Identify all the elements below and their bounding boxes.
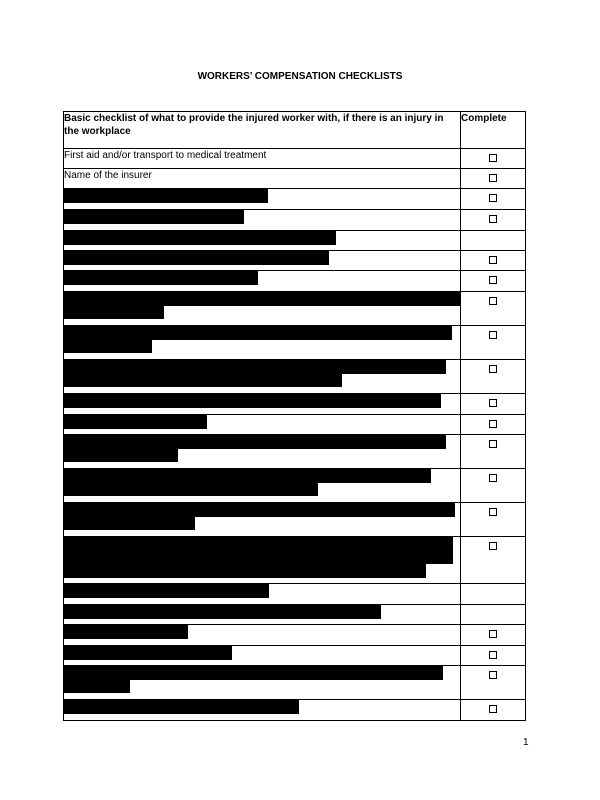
- checkbox-icon[interactable]: [489, 331, 497, 339]
- checkbox-icon[interactable]: [489, 174, 497, 182]
- redaction-bar: [64, 306, 164, 319]
- redacted-cell: [64, 326, 461, 360]
- checkbox-icon[interactable]: [489, 256, 497, 264]
- table-row: [64, 625, 526, 646]
- checkbox-icon[interactable]: [489, 651, 497, 659]
- complete-cell: [461, 605, 526, 625]
- complete-cell: [461, 625, 526, 646]
- redaction-bar: [64, 251, 329, 265]
- page-number: 1: [523, 737, 529, 748]
- redaction-bar: [64, 435, 446, 449]
- complete-cell: [461, 503, 526, 537]
- table-row: [64, 326, 526, 360]
- table-row: [64, 605, 526, 625]
- redaction-bar: [64, 564, 426, 578]
- table-row: [64, 415, 526, 435]
- redaction-bar: [64, 449, 178, 462]
- table-row: [64, 700, 526, 721]
- redaction-bar: [64, 584, 269, 598]
- redaction-bar: [64, 625, 188, 639]
- complete-cell: [461, 326, 526, 360]
- checkbox-icon[interactable]: [489, 420, 497, 428]
- redacted-cell: [64, 415, 461, 435]
- table-row: [64, 231, 526, 251]
- redaction-bar: [64, 415, 207, 429]
- redacted-cell: [64, 251, 461, 271]
- redacted-cell: [64, 189, 461, 210]
- redacted-cell: [64, 537, 461, 584]
- redaction-bar: [64, 394, 441, 408]
- checkbox-icon[interactable]: [489, 276, 497, 284]
- redacted-cell: [64, 605, 461, 625]
- checkbox-icon[interactable]: [489, 154, 497, 162]
- complete-cell: [461, 435, 526, 469]
- complete-column-header: Complete: [461, 112, 526, 149]
- redacted-cell: [64, 394, 461, 415]
- complete-cell: [461, 700, 526, 721]
- redacted-cell: [64, 210, 461, 231]
- redaction-bar: [64, 666, 443, 680]
- redaction-bar: [64, 360, 446, 374]
- table-row: [64, 537, 526, 584]
- table-row: [64, 251, 526, 271]
- checkbox-icon[interactable]: [489, 542, 497, 550]
- redacted-cell: [64, 292, 461, 326]
- redaction-bar: [64, 271, 258, 285]
- complete-cell: [461, 469, 526, 503]
- complete-cell: [461, 360, 526, 394]
- checklist-table: [63, 111, 526, 721]
- checkbox-icon[interactable]: [489, 440, 497, 448]
- redaction-bar: [64, 189, 268, 203]
- redacted-cell: [64, 231, 461, 251]
- table-row: [64, 646, 526, 666]
- table-row: [64, 271, 526, 292]
- table-row: [64, 169, 526, 189]
- complete-cell: [461, 231, 526, 251]
- redaction-bar: [64, 646, 232, 660]
- page-title: WORKERS’ COMPENSATION CHECKLISTS: [197, 71, 403, 82]
- complete-cell: [461, 415, 526, 435]
- redaction-bar: [64, 517, 195, 530]
- redaction-bar: [64, 700, 299, 714]
- table-row: [64, 666, 526, 700]
- redacted-cell: [64, 469, 461, 503]
- row-label: First aid and/or transport to medical treatment: [64, 149, 461, 169]
- redaction-bar: [64, 374, 342, 387]
- redaction-bar: [64, 210, 244, 224]
- redacted-cell: [64, 435, 461, 469]
- redaction-bar: [64, 469, 431, 483]
- table-row: [64, 189, 526, 210]
- checkbox-icon[interactable]: [489, 297, 497, 305]
- redaction-bar: [64, 680, 130, 693]
- table-row: [64, 503, 526, 537]
- redacted-cell: [64, 646, 461, 666]
- redaction-bar: [64, 292, 461, 306]
- complete-cell: [461, 584, 526, 605]
- checkbox-icon[interactable]: [489, 671, 497, 679]
- checkbox-icon[interactable]: [489, 399, 497, 407]
- redaction-bar: [64, 537, 453, 551]
- redaction-bar: [64, 340, 152, 353]
- table-row: [64, 394, 526, 415]
- redaction-bar: [64, 483, 318, 496]
- complete-cell: [461, 271, 526, 292]
- complete-cell: [461, 189, 526, 210]
- description-column-header: Basic checklist of what to provide the injured worker with, if there is an injury in the workplace: [64, 112, 461, 149]
- table-row: [64, 469, 526, 503]
- table-header-row: [64, 112, 526, 149]
- checkbox-icon[interactable]: [489, 365, 497, 373]
- redacted-cell: [64, 360, 461, 394]
- checkbox-icon[interactable]: [489, 630, 497, 638]
- table-row: [64, 360, 526, 394]
- checkbox-icon[interactable]: [489, 474, 497, 482]
- checkbox-icon[interactable]: [489, 705, 497, 713]
- complete-cell: [461, 210, 526, 231]
- redacted-cell: [64, 700, 461, 721]
- complete-cell: [461, 394, 526, 415]
- table-row: [64, 584, 526, 605]
- redacted-cell: [64, 271, 461, 292]
- table-row: [64, 435, 526, 469]
- redacted-cell: [64, 584, 461, 605]
- complete-cell: [461, 537, 526, 584]
- redacted-cell: [64, 503, 461, 537]
- checkbox-icon[interactable]: [489, 508, 497, 516]
- complete-cell: [461, 666, 526, 700]
- redaction-bar: [64, 231, 336, 245]
- redaction-bar: [64, 551, 453, 564]
- complete-cell: [461, 646, 526, 666]
- redaction-bar: [64, 503, 455, 517]
- complete-cell: [461, 251, 526, 271]
- redacted-cell: [64, 625, 461, 646]
- redaction-bar: [64, 605, 381, 619]
- complete-cell: [461, 292, 526, 326]
- checkbox-icon[interactable]: [489, 194, 497, 202]
- table-row: [64, 149, 526, 169]
- redaction-bar: [64, 326, 452, 340]
- complete-cell: [461, 149, 526, 169]
- checkbox-icon[interactable]: [489, 215, 497, 223]
- row-label: Name of the insurer: [64, 169, 461, 189]
- table-row: [64, 210, 526, 231]
- redacted-cell: [64, 666, 461, 700]
- complete-cell: [461, 169, 526, 189]
- table-row: [64, 292, 526, 326]
